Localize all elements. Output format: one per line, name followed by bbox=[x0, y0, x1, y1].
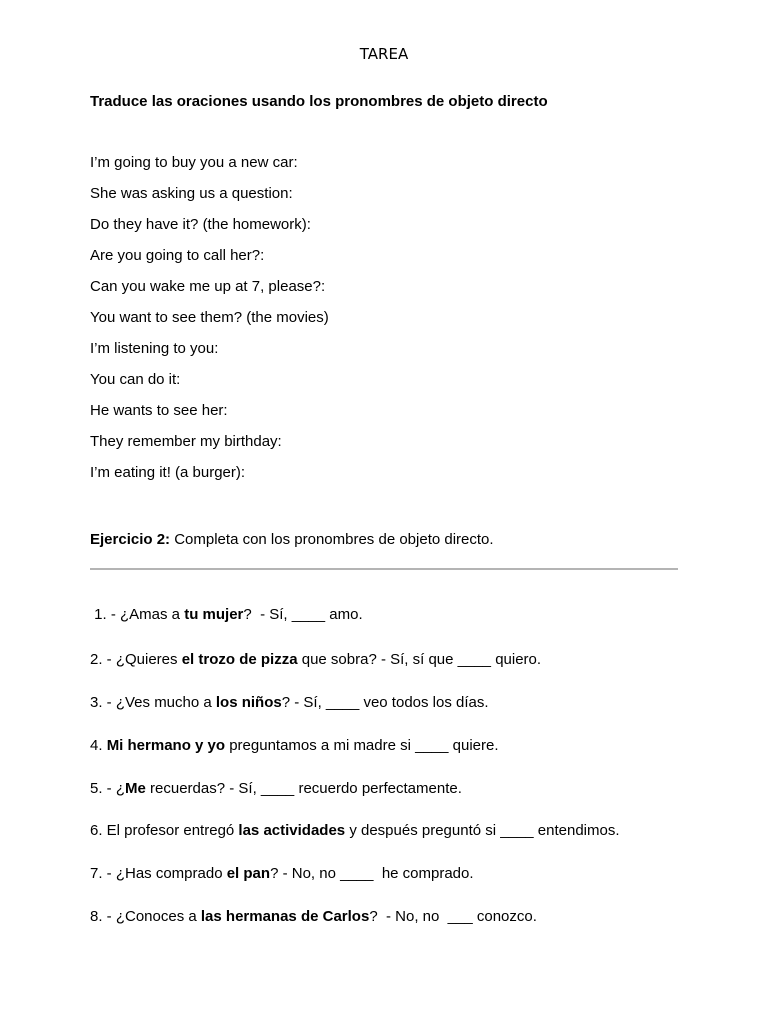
exercise-item-text: 2. - ¿Quieres bbox=[90, 651, 182, 668]
exercise-item bbox=[90, 780, 462, 797]
exercise-item-emphasis: Mi hermano y yo bbox=[106, 737, 226, 754]
exercise-item-emphasis: Me bbox=[125, 780, 146, 797]
exercise-item bbox=[90, 822, 620, 839]
exercise-item-text: ? - No, no ___ conozco. bbox=[369, 908, 537, 925]
exercise-item-text: ? - Sí, ____ amo. bbox=[243, 606, 363, 623]
exercise-item-text: 6. El profesor entregó bbox=[90, 822, 239, 839]
exercise-item bbox=[90, 865, 474, 882]
exercise-item-emphasis: tu mujer bbox=[184, 606, 244, 623]
exercise-item-emphasis: las actividades bbox=[238, 822, 346, 839]
sentence-item: I’m eating it! (a burger): bbox=[90, 464, 246, 481]
exercise-2-heading bbox=[90, 531, 494, 548]
exercise-item-text: 5. - ¿ bbox=[90, 780, 126, 797]
horizontal-divider bbox=[90, 568, 678, 570]
exercise-2-text: Completa con los pronombres de objeto directo. bbox=[170, 531, 494, 548]
exercise-item-emphasis: el trozo de pizza bbox=[181, 651, 298, 668]
exercise-item bbox=[90, 694, 489, 711]
sentence-item: I’m going to buy you a new car: bbox=[90, 154, 298, 171]
exercise-item-text: 1. - ¿Amas a bbox=[90, 606, 185, 623]
sentence-item: Can you wake me up at 7, please?: bbox=[90, 278, 326, 295]
sentence-item: Are you going to call her?: bbox=[90, 247, 265, 264]
sentence-list bbox=[90, 154, 329, 495]
exercise-2-label: Ejercicio 2: bbox=[90, 531, 171, 548]
exercise-item-text: recuerdas? - Sí, ____ recuerdo perfectamente. bbox=[145, 780, 462, 797]
exercise-item-text: que sobra? - Sí, sí que ____ quiero. bbox=[297, 651, 542, 668]
exercise-item-text: 3. - ¿Ves mucho a bbox=[90, 694, 216, 711]
translation-instruction: Traduce las oraciones usando los pronombres de objeto directo bbox=[90, 93, 548, 110]
exercise-item bbox=[90, 651, 541, 668]
exercise-item bbox=[90, 737, 499, 754]
sentence-item: She was asking us a question: bbox=[90, 185, 293, 202]
sentence-item: I’m listening to you: bbox=[90, 340, 219, 357]
exercise-item-text: 7. - ¿Has comprado bbox=[90, 865, 227, 882]
exercise-item-emphasis: los niños bbox=[215, 694, 282, 711]
exercise-item-text: ? - No, no ____ he comprado. bbox=[270, 865, 474, 882]
sentence-item: Do they have it? (the homework): bbox=[90, 216, 311, 233]
sentence-item: You can do it: bbox=[90, 371, 181, 388]
exercise-item-text: preguntamos a mi madre si ____ quiere. bbox=[225, 737, 499, 754]
sentence-item: They remember my birthday: bbox=[90, 433, 282, 450]
exercise-item bbox=[90, 908, 537, 925]
exercise-item bbox=[90, 606, 363, 623]
exercise-item-emphasis: las hermanas de Carlos bbox=[200, 908, 370, 925]
exercise-item-text: ? - Sí, ____ veo todos los días. bbox=[281, 694, 489, 711]
sentence-item: He wants to see her: bbox=[90, 402, 228, 419]
sentence-item: You want to see them? (the movies) bbox=[90, 309, 329, 326]
page-title: TAREA bbox=[359, 45, 409, 63]
exercise-item-text: y después preguntó si ____ entendimos. bbox=[345, 822, 620, 839]
exercise-item-text: 8. - ¿Conoces a bbox=[90, 908, 201, 925]
exercise-item-emphasis: el pan bbox=[226, 865, 271, 882]
exercise-item-text: 4. bbox=[90, 737, 107, 754]
